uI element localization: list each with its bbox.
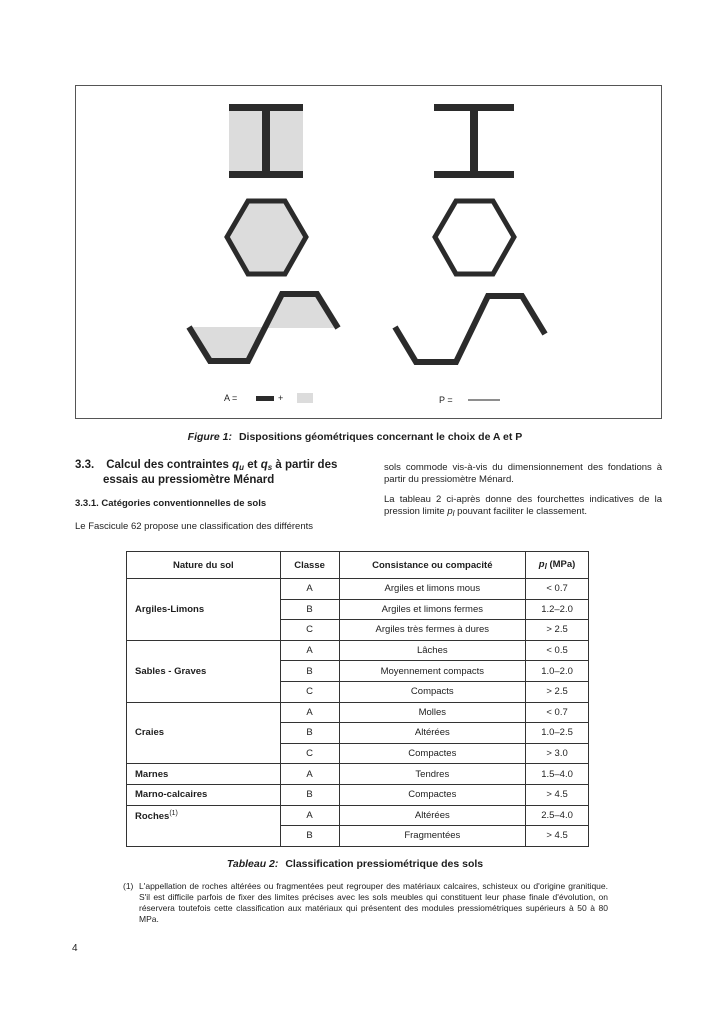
table-row bbox=[127, 764, 589, 785]
cell-pl: < 0.5 bbox=[526, 640, 589, 661]
table-row bbox=[127, 640, 589, 661]
legend-a-area-swatch bbox=[297, 393, 313, 403]
table-body bbox=[127, 579, 589, 847]
cell-consistance: Argiles très fermes à dures bbox=[339, 620, 526, 641]
table-row bbox=[127, 599, 589, 620]
cell-classe: B bbox=[280, 826, 339, 847]
cell-consistance: Lâches bbox=[339, 640, 526, 661]
i-beam-right bbox=[434, 104, 514, 178]
qs-symbol: $q_s$ bbox=[260, 459, 273, 472]
cell-classe: C bbox=[280, 681, 339, 702]
cell-consistance: Fragmentées bbox=[339, 826, 526, 847]
table-row bbox=[127, 702, 589, 723]
cell-pl: 1.0–2.0 bbox=[526, 661, 589, 682]
footnote bbox=[123, 881, 608, 925]
qu-symbol: $q_u$ bbox=[232, 459, 245, 472]
table-row bbox=[127, 620, 589, 641]
cell-consistance: Altérées bbox=[339, 723, 526, 744]
figure-frame bbox=[75, 85, 662, 419]
right-paragraph-2: La tableau 2 ci-après donne des fourchettes indicatives de la pression limite $p_l$ pouvant faciliter le classement. bbox=[384, 494, 662, 518]
header-pl: $p_l$ (MPa) bbox=[526, 552, 589, 579]
cell-nature: Marnes bbox=[127, 764, 281, 785]
legend-p-label: P = bbox=[439, 395, 453, 405]
cell-consistance: Argiles et limons mous bbox=[339, 579, 526, 600]
cell-pl: > 4.5 bbox=[526, 826, 589, 847]
cell-consistance: Tendres bbox=[339, 764, 526, 785]
table-row bbox=[127, 743, 589, 764]
legend-a-wall-swatch bbox=[256, 396, 274, 401]
table-caption-text: Classification pressiométrique des sols bbox=[285, 858, 484, 870]
hexagon-right bbox=[435, 201, 514, 274]
cell-nature: Marno-calcaires bbox=[127, 784, 281, 805]
section-title bbox=[75, 459, 375, 487]
table-row bbox=[127, 661, 589, 682]
section-title-part2: à partir des bbox=[275, 459, 338, 471]
cell-pl: < 0.7 bbox=[526, 702, 589, 723]
cell-classe: C bbox=[280, 620, 339, 641]
cell-nature: Sables - Graves bbox=[127, 661, 281, 682]
cell-pl: 1.2–2.0 bbox=[526, 599, 589, 620]
table-row bbox=[127, 784, 589, 805]
table-caption-lead: Tableau 2: bbox=[226, 858, 279, 870]
cell-consistance: Moyennement compacts bbox=[339, 661, 526, 682]
cell-consistance: Altérées bbox=[339, 805, 526, 826]
cell-pl: > 2.5 bbox=[526, 681, 589, 702]
cell-consistance: Argiles et limons fermes bbox=[339, 599, 526, 620]
cell-classe: C bbox=[280, 743, 339, 764]
table-caption bbox=[0, 858, 710, 870]
cell-nature bbox=[127, 579, 281, 600]
table-row bbox=[127, 681, 589, 702]
figure-caption bbox=[0, 431, 710, 443]
cell-pl: 1.0–2.5 bbox=[526, 723, 589, 744]
cell-consistance: Molles bbox=[339, 702, 526, 723]
cell-nature bbox=[127, 826, 281, 847]
cell-classe: A bbox=[280, 640, 339, 661]
cell-nature bbox=[127, 702, 281, 723]
page-number: 4 bbox=[72, 943, 78, 954]
cell-classe: B bbox=[280, 661, 339, 682]
cell-nature bbox=[127, 620, 281, 641]
footnote-text: L'appellation de roches altérées ou fragmentées peut regrouper des matériaux calcaires, schisteux ou d'origine granitique. S'il est difficile parfois de fixer des limites précises avec les sols meubles qui constituent leur phase finale d'évolution, on réservera toutefois cette classification aux matériaux qui présentent des modules pressiométriques supérieurs à 50 à 80 MPa. bbox=[139, 881, 608, 924]
cell-consistance: Compacts bbox=[339, 681, 526, 702]
cell-nature bbox=[127, 681, 281, 702]
cell-pl: 2.5–4.0 bbox=[526, 805, 589, 826]
cell-pl: > 2.5 bbox=[526, 620, 589, 641]
cell-pl: 1.5–4.0 bbox=[526, 764, 589, 785]
figure-caption-lead: Figure 1: bbox=[187, 431, 233, 443]
cell-nature bbox=[127, 640, 281, 661]
section-title-et: et bbox=[247, 459, 258, 471]
cell-consistance: Compactes bbox=[339, 743, 526, 764]
cell-nature bbox=[127, 743, 281, 764]
cell-classe: A bbox=[280, 764, 339, 785]
cell-pl: > 4.5 bbox=[526, 784, 589, 805]
cell-nature: Argiles-Limons bbox=[127, 599, 281, 620]
cell-classe: B bbox=[280, 599, 339, 620]
right-column-text bbox=[384, 462, 662, 528]
table-row bbox=[127, 579, 589, 600]
table-header-row bbox=[127, 552, 589, 579]
section-title-part1: Calcul des contraintes bbox=[106, 459, 229, 471]
corrugated-profile-right bbox=[395, 296, 545, 362]
legend-a-plus: + bbox=[278, 393, 284, 403]
footnote-mark: (1) bbox=[123, 881, 134, 891]
section-number: 3.3. bbox=[75, 459, 95, 471]
figure-caption-text: Dispositions géométriques concernant le choix de A et P bbox=[238, 431, 523, 443]
section-title-line2: essais au pressiomètre Ménard bbox=[103, 474, 275, 486]
subsection-title: 3.3.1. Catégories conventionnelles de sols bbox=[75, 498, 267, 509]
hexagon-left bbox=[227, 201, 306, 274]
header-nature: Nature du sol bbox=[127, 552, 281, 579]
cell-nature: Roches$^{(1)}$ bbox=[127, 805, 281, 826]
header-consistance: Consistance ou compacité bbox=[339, 552, 526, 579]
header-classe: Classe bbox=[280, 552, 339, 579]
right-paragraph-1: sols commode vis-à-vis du dimensionnement des fondations à partir du pressiomètre Ménard. bbox=[384, 462, 662, 485]
cell-classe: A bbox=[280, 702, 339, 723]
geometry-figure bbox=[76, 86, 663, 420]
cell-consistance: Compactes bbox=[339, 784, 526, 805]
table-row bbox=[127, 826, 589, 847]
cell-pl: < 0.7 bbox=[526, 579, 589, 600]
cell-pl: > 3.0 bbox=[526, 743, 589, 764]
classification-table bbox=[126, 551, 589, 847]
legend-a-label: A = bbox=[224, 393, 238, 403]
table-row bbox=[127, 723, 589, 744]
cell-classe: B bbox=[280, 723, 339, 744]
cell-classe: A bbox=[280, 805, 339, 826]
cell-classe: A bbox=[280, 579, 339, 600]
cell-nature: Craies bbox=[127, 723, 281, 744]
table-row bbox=[127, 805, 589, 826]
left-paragraph: Le Fascicule 62 propose une classification des différents bbox=[75, 521, 313, 532]
cell-classe: B bbox=[280, 784, 339, 805]
